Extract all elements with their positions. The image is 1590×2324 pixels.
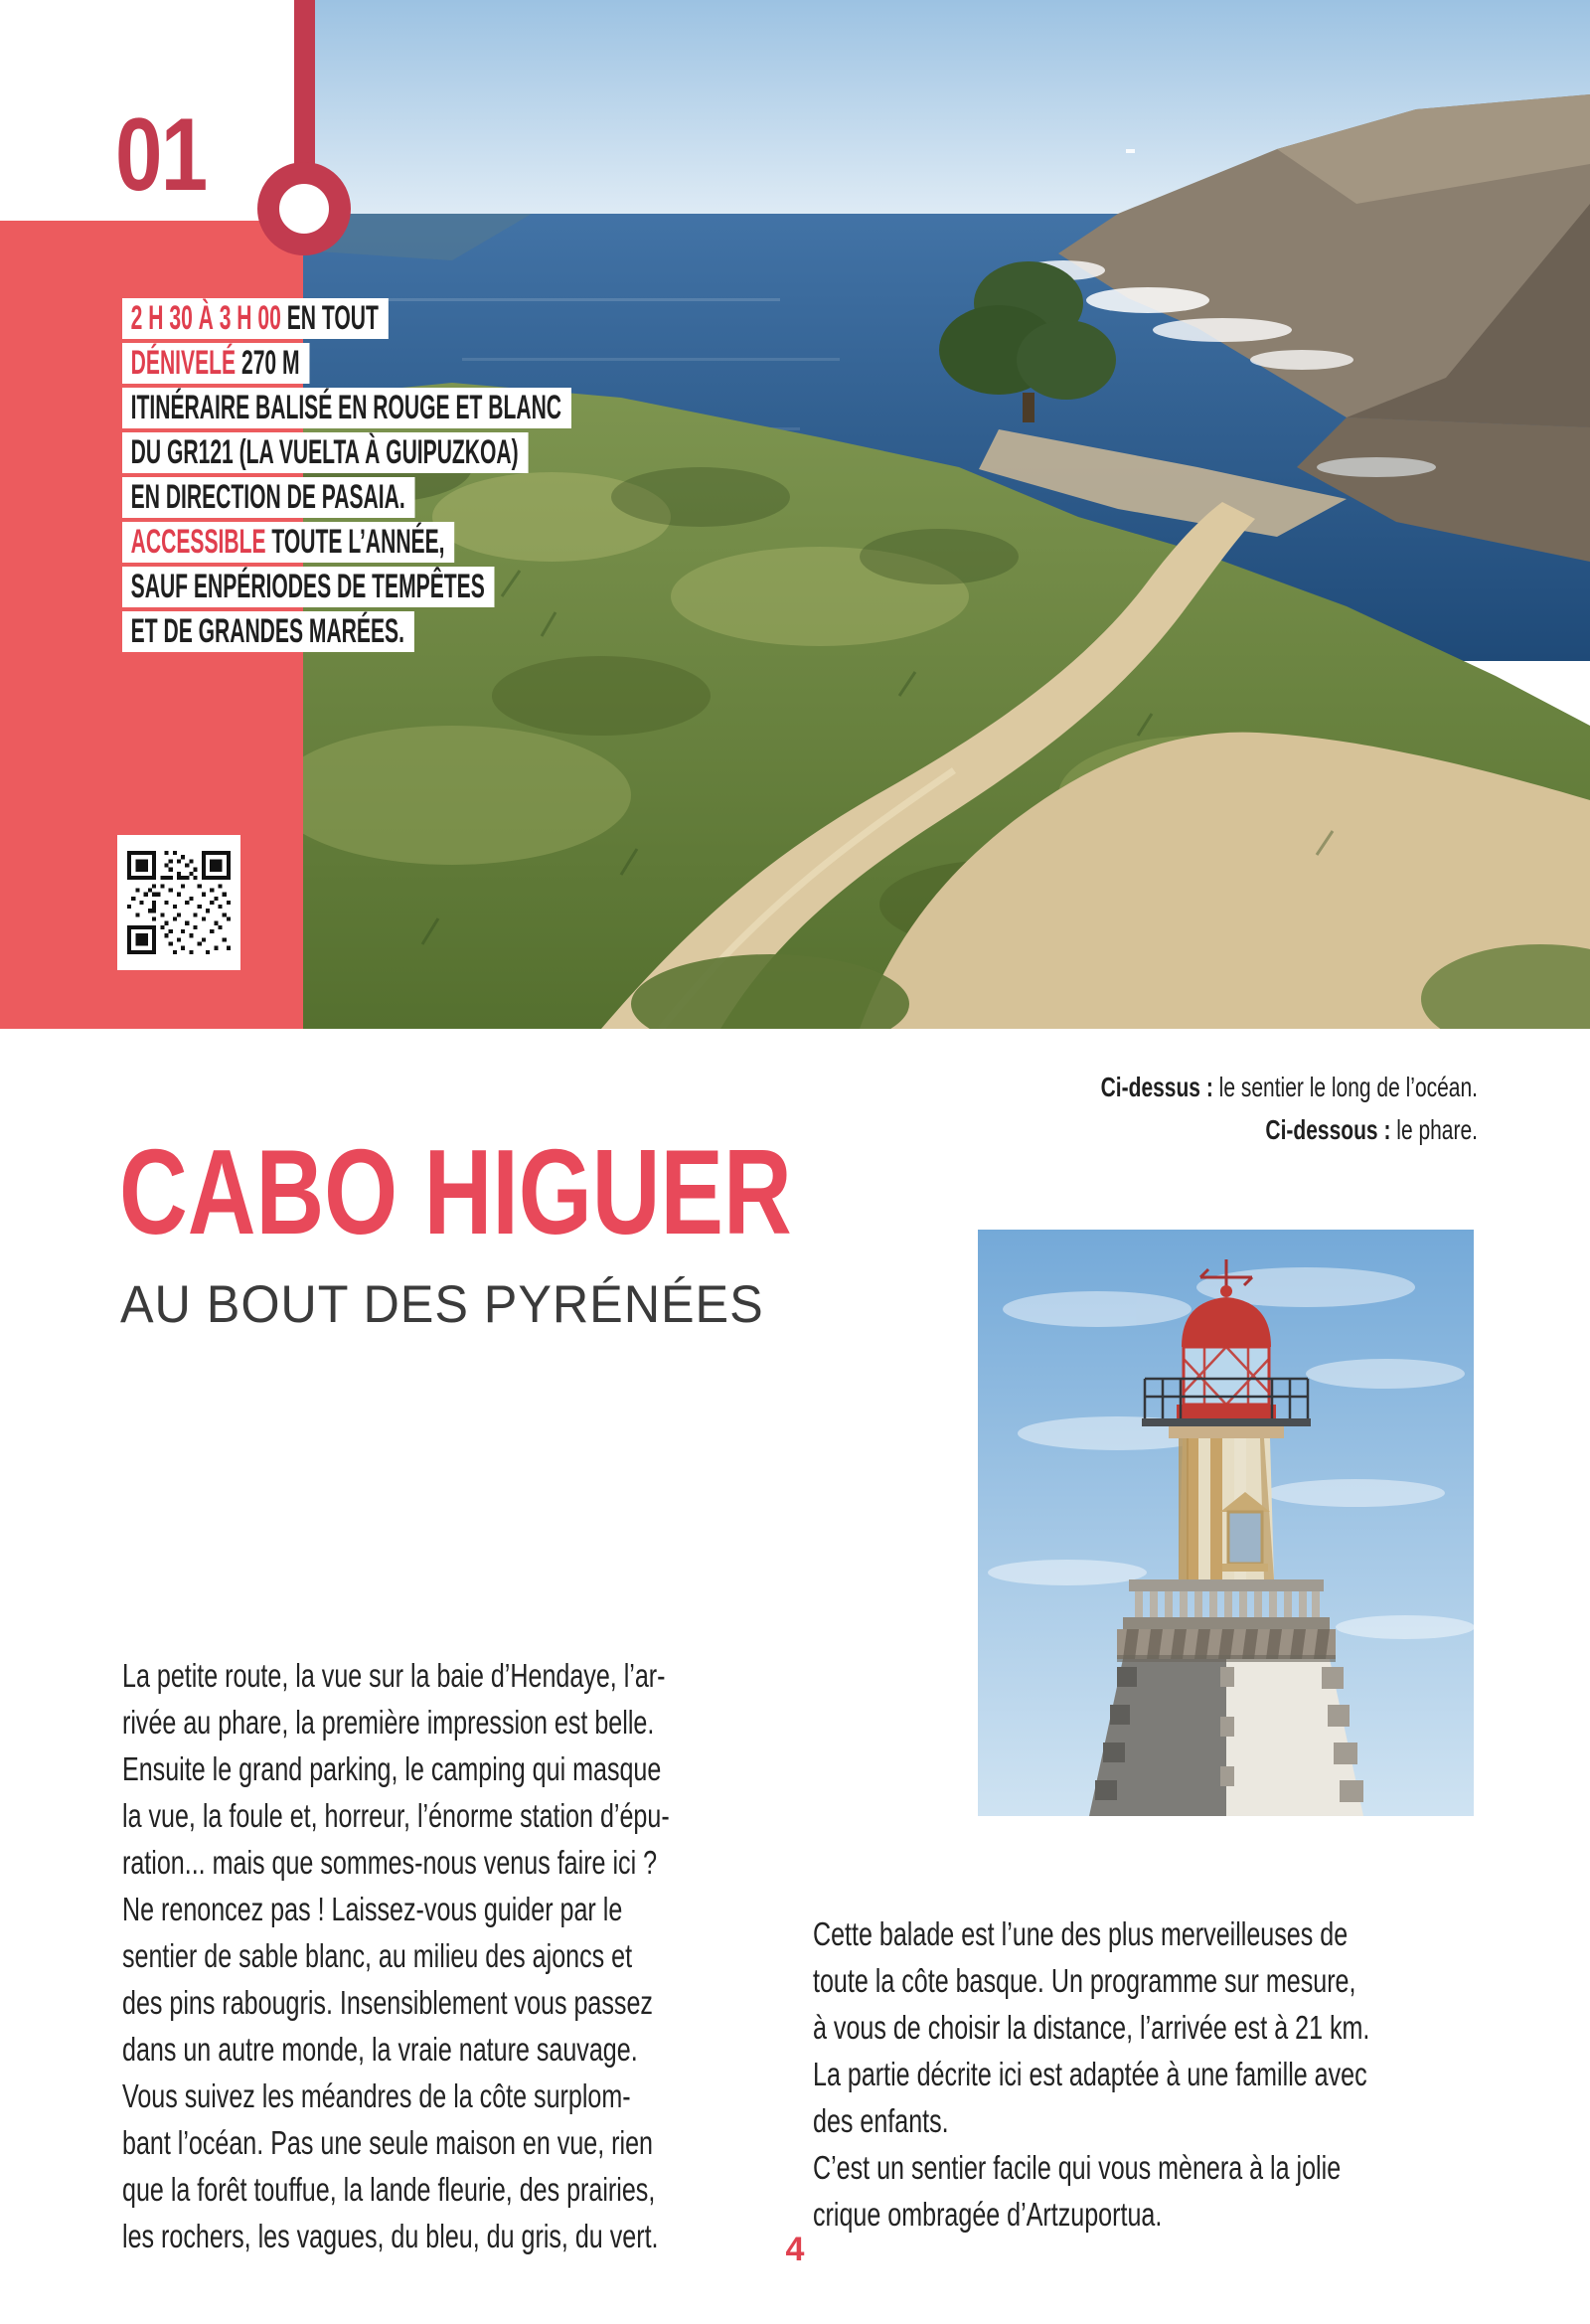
info-elevation-value: 270 M [236,344,300,382]
info-line-access-3: ET DE GRANDES MARÉES. [122,611,414,652]
hike-info-box [122,298,571,656]
map-pin-icon [294,0,315,171]
text-line: à vous de choisir la distance, l’arrivée est à 21 km. [813,2009,1370,2046]
text-line: La partie décrite ici est adaptée à une famille avec [813,2056,1367,2092]
body-text-left-column [122,1652,794,2259]
text-line: crique ombragée d’Artzuportua. [813,2196,1163,2233]
info-line-route-3: EN DIRECTION DE PASAIA. [122,477,415,518]
text-line: toute la côte basque. Un programme sur mesure, [813,1962,1356,1999]
info-duration-value: 2 H 30 À 3 H 00 [130,299,281,337]
qr-code-icon [117,835,240,970]
info-access-label: ACCESSIBLE [130,523,266,561]
page-number: 4 [785,2231,805,2268]
text-line: dans un autre monde, la vraie nature sauvage. [122,2031,638,2068]
text-line: La petite route, la vue sur la baie d’Hendaye, l’ar- [122,1657,666,1694]
page-title: CABO HIGUER [119,1124,792,1259]
text-line: que la forêt touffue, la lande fleurie, des prairies, [122,2171,656,2208]
photo-caption [1031,1066,1478,1151]
text-line: des pins rabougris. Insensiblement vous passez [122,1984,653,2021]
text-line: Ne renoncez pas ! Laissez-vous guider par le [122,1891,623,1927]
info-line-elevation [122,343,309,384]
text-line: Ensuite le grand parking, le camping qui masque [122,1750,662,1787]
info-elevation-label: DÉNIVELÉ [130,344,237,382]
lighthouse-photo [978,1230,1474,1816]
caption-above [1031,1066,1478,1108]
lighthouse-illustration [978,1230,1474,1816]
info-line-duration [122,298,389,339]
info-line-route-1: ITINÉRAIRE BALISÉ EN ROUGE ET BLANC [122,388,571,428]
caption-below-text: le phare. [1390,1114,1478,1145]
text-line: la vue, la foule et, horreur, l’énorme station d’épu- [122,1797,670,1834]
info-line-access-2: SAUF ENPÉRIODES DE TEMPÊTES [122,567,495,607]
qr-code-pattern [127,849,231,956]
text-line: rivée au phare, la première impression est belle. [122,1704,655,1741]
info-line-access-1: ACCESSIBLE TOUTE L’ANNÉE, [122,522,454,563]
text-line: sentier de sable blanc, au milieu des ajoncs et [122,1937,633,1974]
text-line: C’est un sentier facile qui vous mènera à la jolie [813,2149,1342,2186]
caption-below [1031,1108,1478,1151]
caption-below-label: Ci-dessous : [1265,1114,1391,1145]
caption-above-label: Ci-dessus : [1100,1072,1213,1102]
caption-above-text: le sentier le long de l’océan. [1212,1072,1478,1102]
info-line-route-2: DU GR121 (LA VUELTA À GUIPUZKOA) [122,432,529,473]
text-line: ration... mais que sommes-nous venus faire ici ? [122,1844,658,1881]
text-line: Vous suivez les méandres de la côte surplom- [122,2077,631,2114]
map-pin-ring-icon [257,162,351,255]
body-text-right-column [813,1910,1489,2238]
page-subtitle: AU BOUT DES PYRÉNÉES [120,1275,764,1334]
text-line: les rochers, les vagues, du bleu, du gris, du vert. [122,2218,659,2254]
text-line: des enfants. [813,2102,949,2139]
text-line: bant l’océan. Pas une seule maison en vue, rien [122,2124,653,2161]
info-duration-label: EN TOUT [280,299,379,337]
chapter-number: 01 [115,97,207,213]
text-line: Cette balade est l’une des plus merveilleuses de [813,1915,1349,1952]
